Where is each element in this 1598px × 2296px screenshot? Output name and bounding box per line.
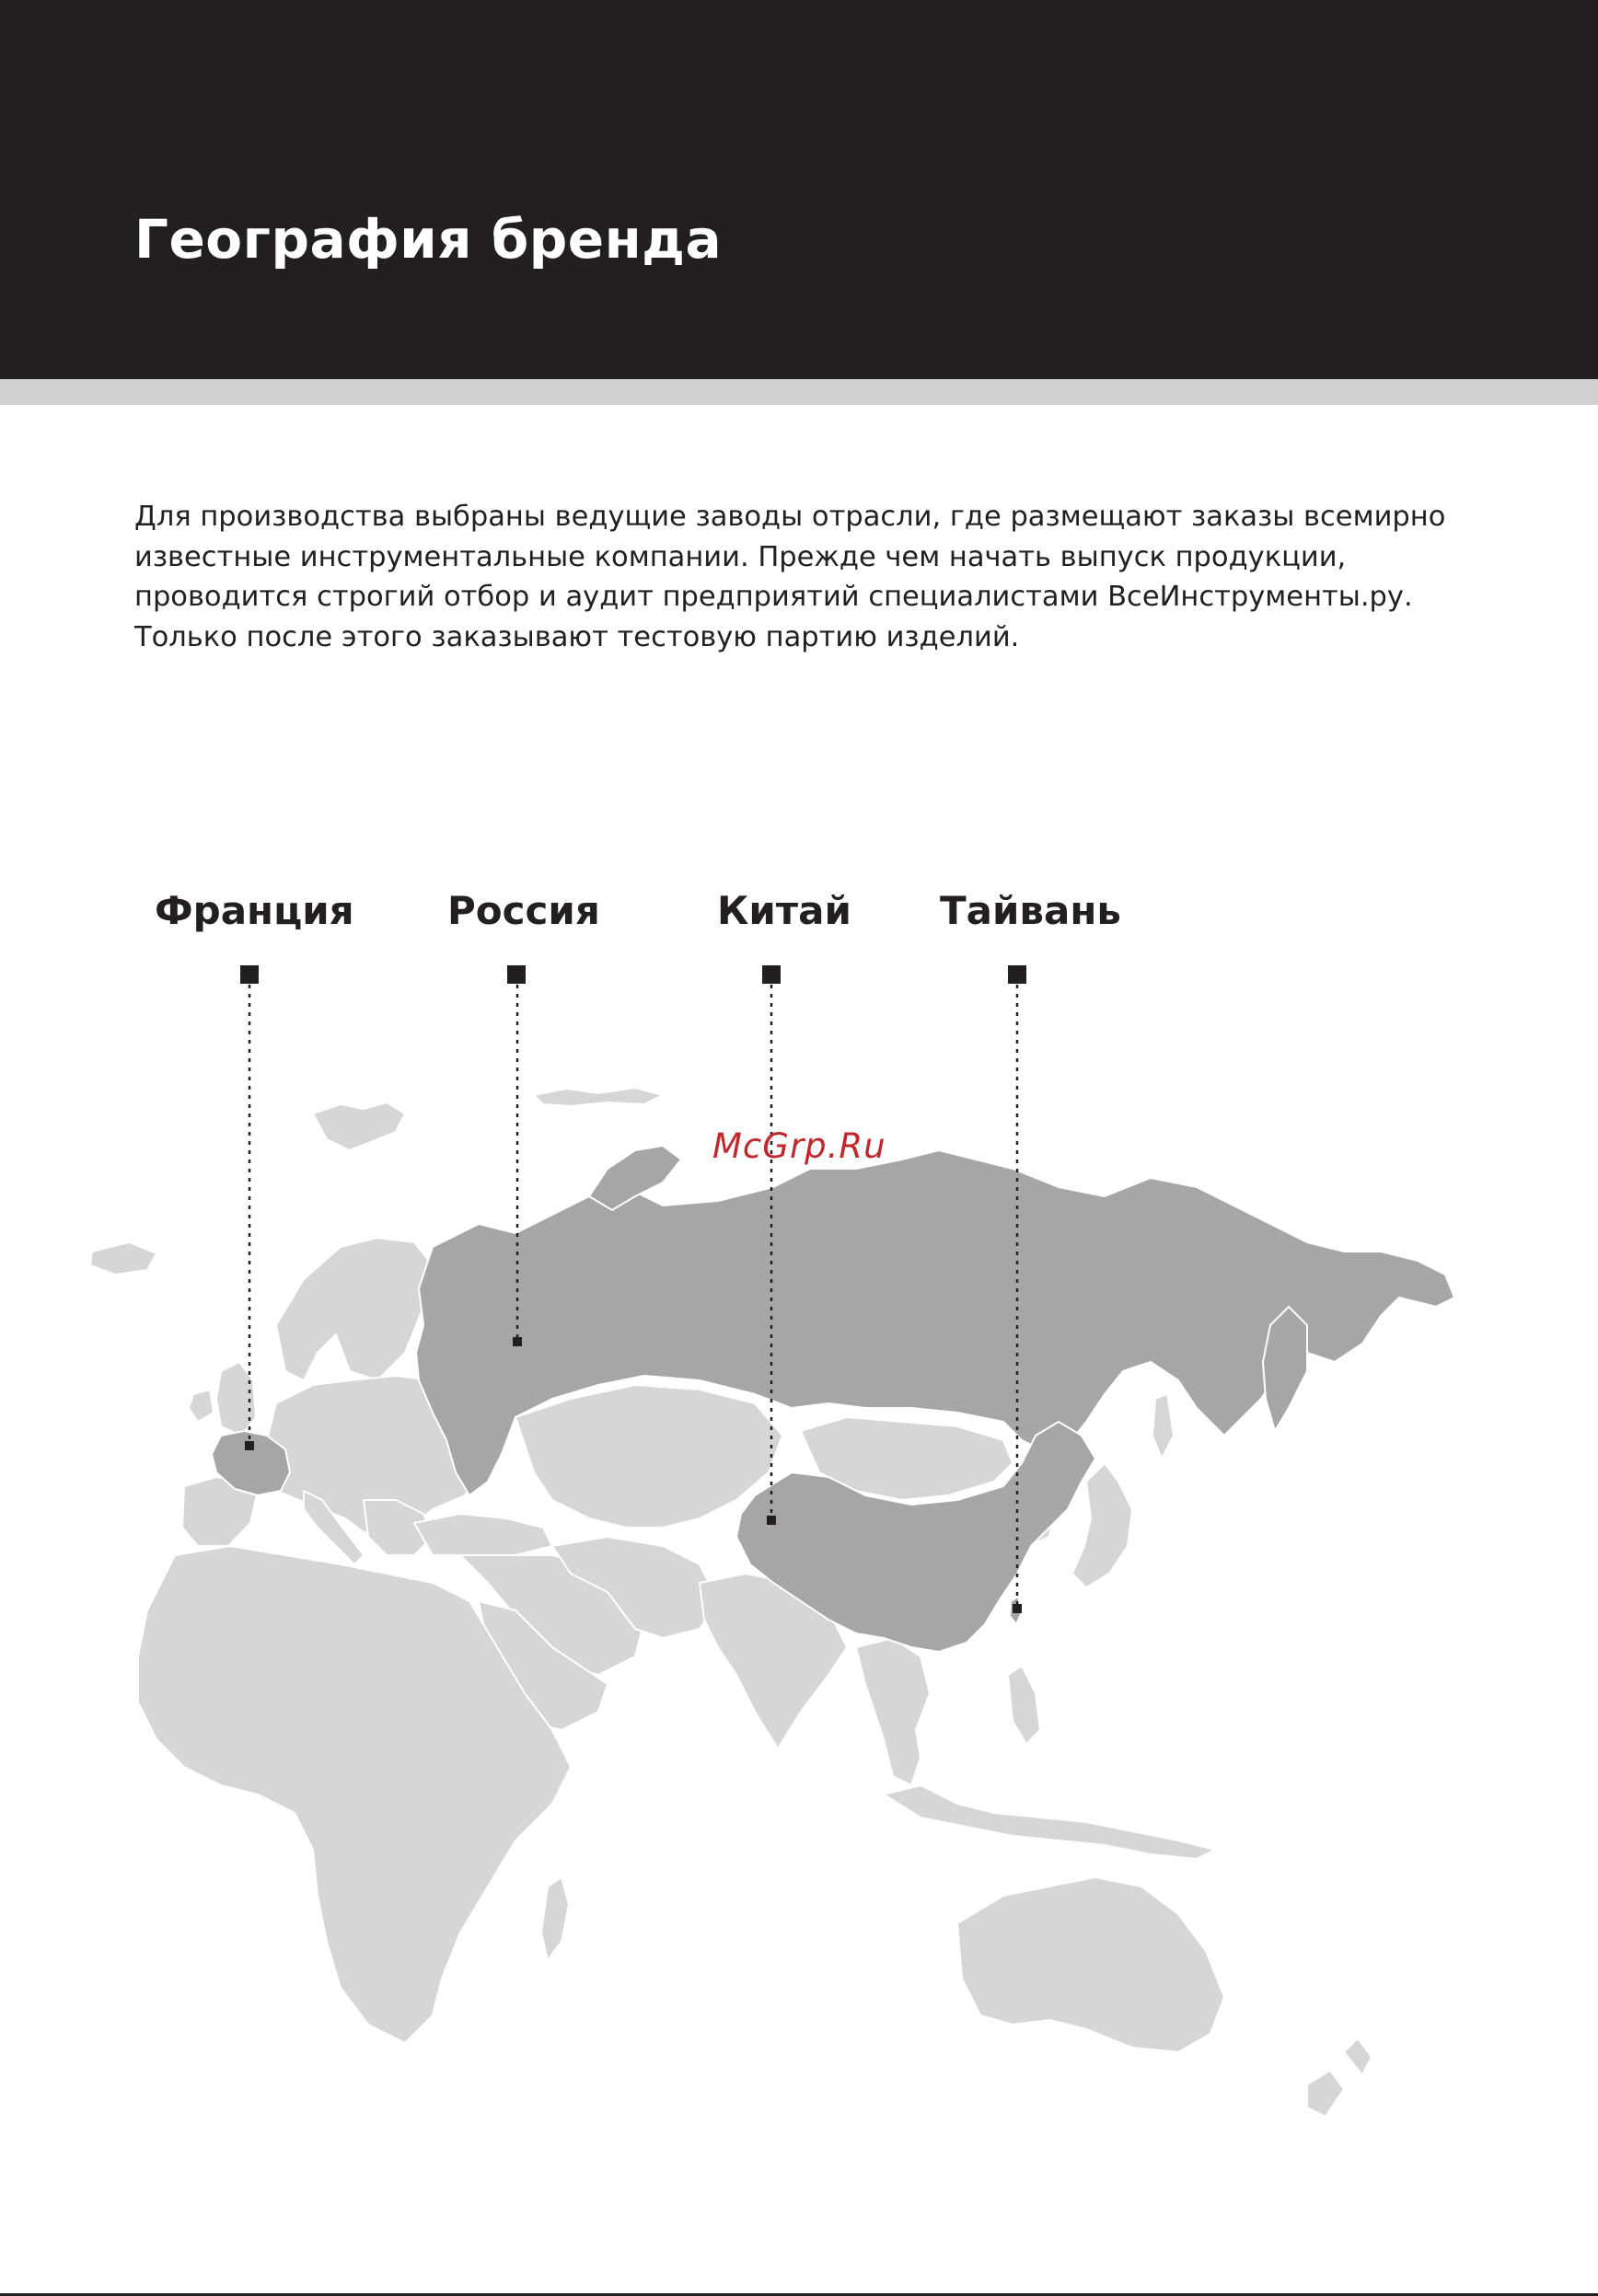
philippines bbox=[1008, 1666, 1040, 1744]
ireland bbox=[189, 1390, 214, 1422]
marker-russia-top bbox=[507, 965, 526, 984]
sakhalin bbox=[1152, 1394, 1174, 1459]
madagascar bbox=[541, 1877, 569, 1960]
kamchatka bbox=[1263, 1307, 1307, 1431]
turkey bbox=[414, 1514, 552, 1555]
marker-russia-point bbox=[513, 1337, 522, 1346]
australia bbox=[957, 1877, 1224, 2052]
marker-france-top bbox=[240, 965, 259, 984]
iceland bbox=[90, 1242, 156, 1275]
intro-paragraph: Для производства выбраны ведущие заводы отрасли, где размещают заказы всемирно известные инструментальные компании. Прежде чем начать выпуск продукции, проводится строгий отбор и аудит предприятий специалистами ВсеИнструменты.ру. Только после этого заказывают тестовую партию изделий. bbox=[134, 501, 1446, 653]
label-china: Китай bbox=[717, 888, 851, 933]
marker-france-point bbox=[245, 1441, 254, 1450]
new-zealand bbox=[1344, 2038, 1372, 2075]
watermark: McGrp.Ru bbox=[712, 1126, 886, 1166]
scandinavia bbox=[276, 1238, 433, 1380]
marker-china-top bbox=[762, 965, 781, 984]
svalbard bbox=[313, 1102, 405, 1150]
marker-taiwan-top bbox=[1008, 965, 1026, 984]
page-title: География бренда bbox=[134, 208, 723, 271]
label-taiwan: Тайвань bbox=[940, 888, 1121, 933]
indonesia bbox=[884, 1785, 1215, 1859]
arctic-islands bbox=[534, 1088, 663, 1106]
marker-taiwan-point bbox=[1013, 1604, 1022, 1613]
se-asia bbox=[856, 1638, 930, 1785]
marker-china-point bbox=[767, 1516, 776, 1525]
label-france: Франция bbox=[155, 888, 354, 933]
central-asia bbox=[515, 1385, 782, 1528]
new-zealand-south bbox=[1307, 2071, 1344, 2117]
label-russia: Россия bbox=[447, 888, 600, 933]
